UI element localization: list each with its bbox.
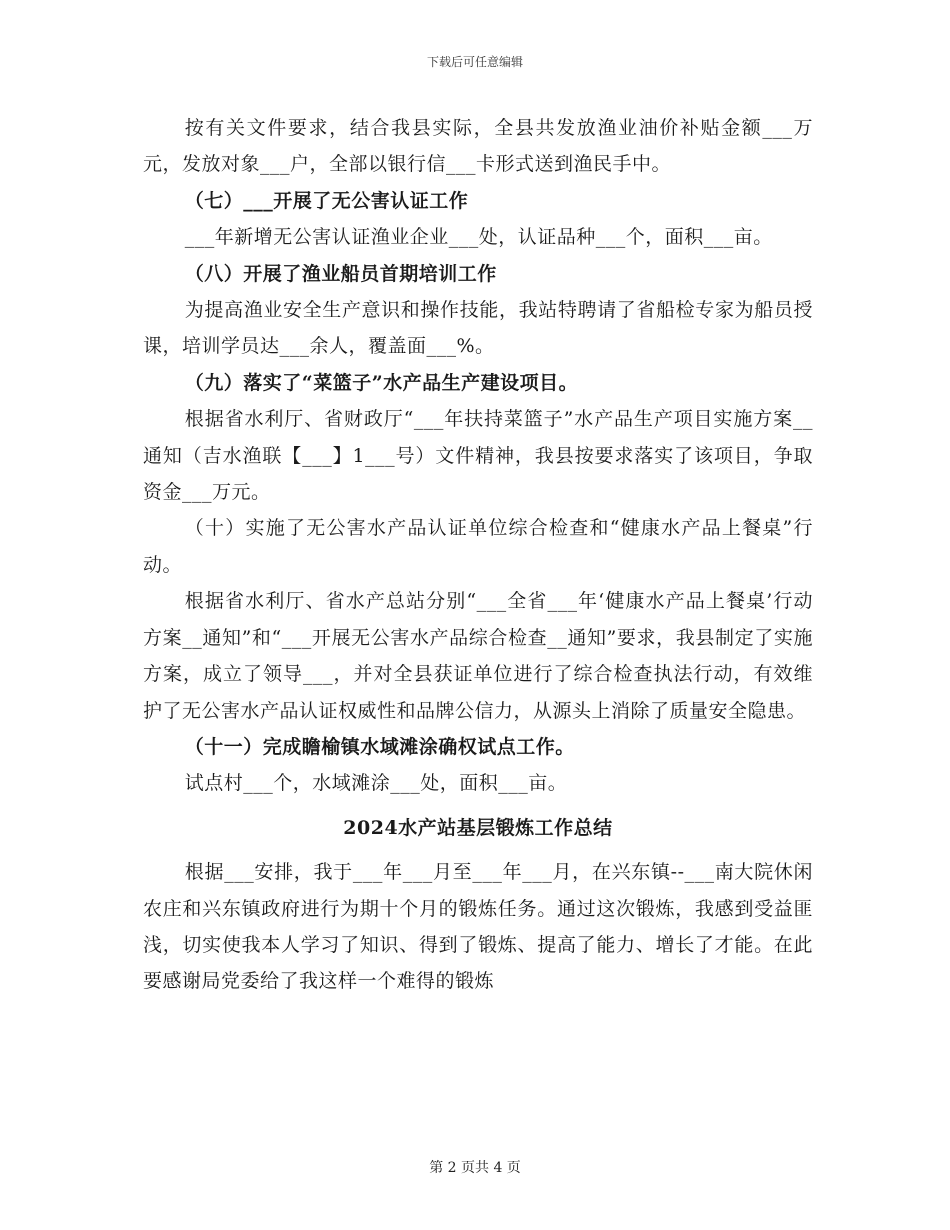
document-body [143,110,813,1000]
paragraph-inspection: 根据省水利厅、省水产总站分别“___全省___年‘健康水产品上餐桌’行动方案__通知”和“___开展无公害水产品综合检查__通知”要求，我县制定了实施方案，成立了领导___，并对全县获证单位进行了综合检查执法行动，有效维护了无公害水产品认证权威性和品牌公信力，从源头上消除了质量安全隐患。 [143,590,813,722]
heading-section-9: （九）落实了“菜篮子”水产品生产建设项目。 [184,371,579,394]
paragraph-summary: 根据___安排，我于___年___月至___年___月，在兴东镇--___南大院休闲农庄和兴东镇政府进行为期十个月的锻炼任务。通过这次锻炼，我感到受益匪浅，切实使我本人学习了知识、得到了锻炼、提高了能力、增长了才能。在此要感谢局党委给了我这样一个难得的锻炼 [143,861,813,993]
paragraph-subsidy: 按有关文件要求，结合我县实际，全县共发放渔业油价补贴金额___万元，发放对象___户，全部以银行信___卡形式送到渔民手中。 [143,117,813,176]
paragraph-training: 为提高渔业安全生产意识和操作技能，我站特聘请了省船检专家为船员授课，培训学员达___余人，覆盖面___%。 [143,299,813,358]
heading-section-10: （十）实施了无公害水产品认证单位综合检查和“健康水产品上餐桌”行动。 [143,517,813,576]
document-title: 2024水产站基层锻炼工作总结 [343,816,613,839]
page-footer: 第 2 页共 4 页 [429,1160,521,1176]
page-header: 下载后可任意编辑 [426,55,523,69]
heading-section-8: （八）开展了渔业船员首期培训工作 [184,262,497,285]
paragraph-project: 根据省水利厅、省财政厅“___年扶持菜篮子”水产品生产项目实施方案__通知（吉水渔联【___】1___号）文件精神，我县按要求落实了该项目，争取资金___万元。 [143,408,813,504]
heading-section-7: （七）___开展了无公害认证工作 [184,189,469,212]
paragraph-certification: ___年新增无公害认证渔业企业___处，认证品种___个，面积___亩。 [184,226,773,249]
paragraph-pilot: 试点村___个，水域滩涂___处，面积___亩。 [184,772,568,795]
heading-section-11: （十一）完成瞻榆镇水域滩涂确权试点工作。 [184,735,575,758]
